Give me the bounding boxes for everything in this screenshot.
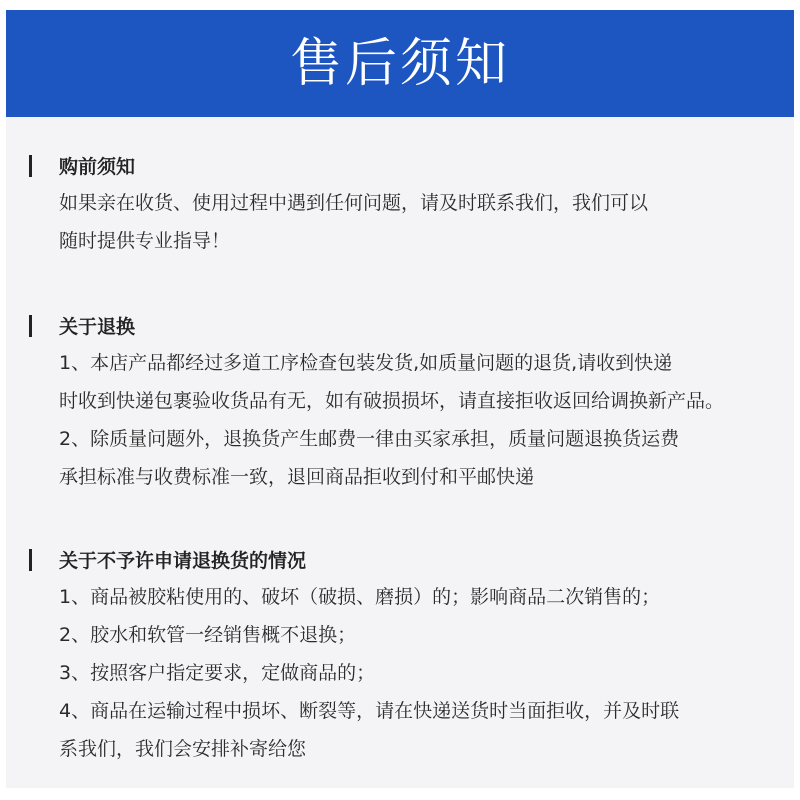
- title-banner: [6, 10, 794, 117]
- text-line: 2、胶水和软管一经销售概不退换；: [59, 624, 357, 646]
- text-line: 1、本店产品都经过多道工序检查包装发货,如质量问题的退货,请收到快递: [59, 352, 673, 374]
- section-title: 购前须知: [59, 155, 136, 178]
- after-sales-notice-page: [6, 10, 794, 788]
- section-heading: [6, 306, 794, 344]
- text-line: 如果亲在收货、使用过程中遇到任何问题，请及时联系我们，我们可以: [59, 192, 649, 214]
- section-text: [6, 578, 794, 768]
- text-line: 随时提供专业指导！: [59, 230, 231, 252]
- text-line: 2、除质量问题外，退换货产生邮费一律由买家承担，质量问题退换货运费: [59, 428, 680, 450]
- section-returns: [6, 306, 794, 496]
- text-line: 4、商品在运输过程中损坏、断裂等，请在快递送货时当面拒收，并及时联: [59, 700, 680, 722]
- text-line: 时收到快递包裹验收货品有无，如有破损损坏，请直接拒收返回给调换新产品。: [59, 390, 725, 412]
- heading-bar-marker: [29, 155, 32, 177]
- section-pre-purchase: [6, 146, 794, 260]
- section-heading: [6, 540, 794, 578]
- section-title: 关于不予许申请退换货的情况: [59, 549, 307, 572]
- text-line: 系我们，我们会安排补寄给您: [59, 738, 307, 760]
- page-title: 售后须知: [289, 33, 510, 94]
- heading-bar-marker: [29, 315, 32, 337]
- section-text: [6, 184, 794, 260]
- section-non-returnable: [6, 540, 794, 768]
- text-line: 承担标准与收费标准一致，退回商品拒收到付和平邮快递: [59, 466, 535, 488]
- heading-bar-marker: [29, 549, 32, 571]
- text-line: 3、按照客户指定要求，定做商品的；: [59, 662, 376, 684]
- section-heading: [6, 146, 794, 184]
- text-line: 1、商品被胶粘使用的、破坏（破损、磨损）的；影响商品二次销售的；: [59, 586, 661, 608]
- section-title: 关于退换: [59, 315, 136, 338]
- section-text: [6, 344, 794, 496]
